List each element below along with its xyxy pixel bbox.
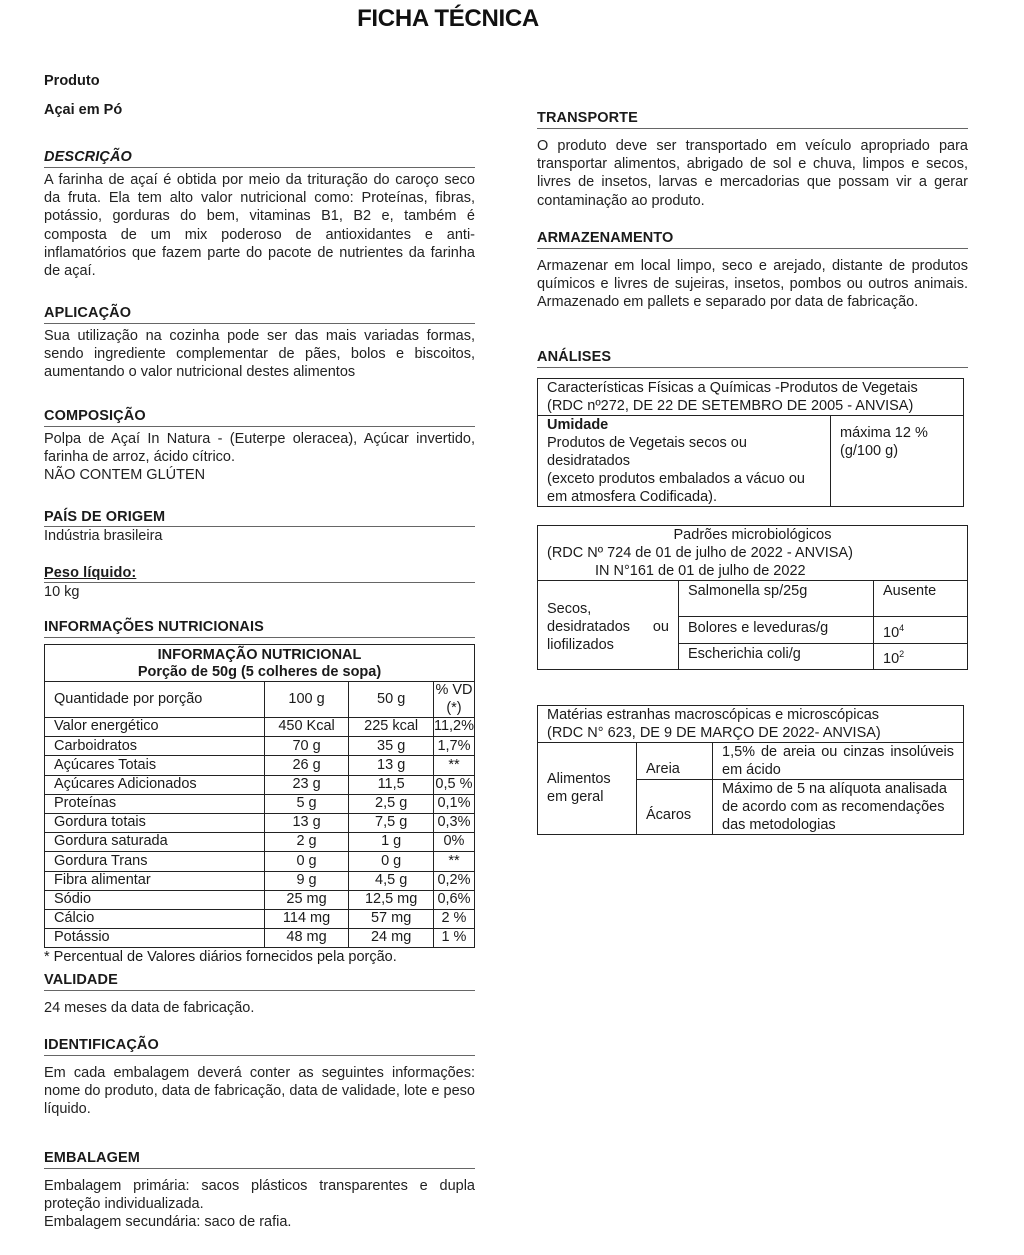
value-50g: 24 mg	[349, 929, 434, 948]
gluten-note: NÃO CONTEM GLÚTEN	[44, 467, 206, 484]
parameter-cell: Bolores e leveduras/g	[679, 617, 874, 644]
value-50g: 35 g	[349, 737, 434, 756]
microbio-table	[537, 525, 968, 670]
parameter-label: Umidade	[547, 417, 609, 433]
table-subtitle-2: IN N°161 de 01 de julho de 2022	[595, 563, 806, 579]
nutrition-footnote: * Percentual de Valores diários fornecidos pela porção.	[44, 949, 397, 966]
value-vd: 11,2%	[433, 718, 474, 737]
limit-value: máxima 12 %	[840, 425, 928, 441]
nutrient-name: Fibra alimentar	[45, 871, 265, 890]
section-peso-liquido	[44, 564, 475, 601]
product-label	[44, 72, 475, 90]
section-heading: APLICAÇÃO	[44, 304, 475, 324]
nutrient-name: Proteínas	[45, 794, 265, 813]
section-text: 24 meses da data de fabricação.	[44, 1000, 255, 1016]
table-row	[45, 775, 475, 794]
value-vd: 0,2%	[433, 871, 474, 890]
table-row	[538, 742, 964, 779]
section-transporte	[537, 109, 968, 210]
table-row	[45, 909, 475, 928]
table-subtitle: Porção de 50g (5 colheres de sopa)	[137, 664, 382, 680]
document-title: FICHA TÉCNICA	[357, 5, 539, 32]
value-vd: **	[433, 852, 474, 871]
nutrition-table-title	[45, 645, 475, 682]
value-100g: 23 g	[264, 775, 349, 794]
section-heading: Peso líquido:	[44, 564, 475, 583]
physchem-table	[537, 378, 964, 507]
limit-cell	[874, 617, 968, 644]
table-row	[538, 416, 964, 507]
value-50g: 1 g	[349, 833, 434, 852]
nutrient-name: Carboidratos	[45, 737, 265, 756]
value-50g: 2,5 g	[349, 794, 434, 813]
table-row	[45, 813, 475, 832]
value-vd: 0,1%	[433, 794, 474, 813]
limit-cell: 1,5% de areia ou cinzas insolúveis em ácido	[713, 742, 964, 779]
section-text: A farinha de açaí é obtida por meio da trituração do caroço seco da fruta. Ela tem alto valor nutricional como: Proteínas, fibras, potássio, gorduras do bem, vitaminas B1, B2 e, também é composta de um mix poderoso de antioxidantes e anti-inflamatórios que fazem parte do pacote de nutrientes da farinha de açaí.	[44, 172, 475, 280]
table-row	[538, 581, 968, 617]
foreign-matter-table	[537, 705, 964, 835]
nutrient-name: Potássio	[45, 929, 265, 948]
limit-cell: Ausente	[874, 581, 968, 617]
table-row	[45, 833, 475, 852]
parameter-cell: Salmonella sp/25g	[679, 581, 874, 617]
value-100g: 48 mg	[264, 929, 349, 948]
table-header-row	[45, 682, 475, 718]
value-100g: 450 Kcal	[264, 718, 349, 737]
section-armazenamento	[537, 229, 968, 312]
table-subtitle: (RDC nº272, DE 22 DE SETEMBRO DE 2005 - ANVISA)	[547, 398, 914, 414]
value-vd: 1 %	[433, 929, 474, 948]
section-descricao	[44, 148, 475, 280]
parameter-desc: Produtos de Vegetais secos ou desidratados	[547, 435, 747, 469]
nutrient-name: Sódio	[45, 890, 265, 909]
product-label-text: Produto	[44, 73, 100, 89]
product-name	[44, 101, 475, 119]
microbio-title	[538, 526, 968, 581]
value-vd: 0%	[433, 833, 474, 852]
table-title: INFORMAÇÃO NUTRICIONAL	[157, 647, 362, 663]
physchem-title	[538, 379, 964, 416]
column-header: % VD (*)	[435, 682, 473, 716]
value-vd: 0,5 %	[433, 775, 474, 794]
value-vd: 2 %	[433, 909, 474, 928]
foreign-matter-title	[538, 705, 964, 742]
nutrient-name: Açúcares Totais	[45, 756, 265, 775]
table-row	[45, 871, 475, 890]
value-50g: 11,5	[349, 775, 434, 794]
value-50g: 13 g	[349, 756, 434, 775]
section-embalagem	[44, 1149, 475, 1232]
section-heading: VALIDADE	[44, 971, 475, 991]
section-text: Polpa de Açaí In Natura - (Euterpe oleracea), Açúcar invertido, farinha de arroz, ácido cítrico.	[44, 431, 475, 466]
section-heading: TRANSPORTE	[537, 109, 968, 129]
parameter-cell: Ácaros	[637, 779, 713, 834]
value-vd: 1,7%	[433, 737, 474, 756]
limit-base: 10	[883, 624, 900, 641]
primary-packaging-text: Embalagem primária: sacos plásticos transparentes e dupla proteção individualizada.	[44, 1178, 475, 1213]
value-100g: 26 g	[264, 756, 349, 775]
table-row	[45, 718, 475, 737]
section-heading: EMBALAGEM	[44, 1149, 475, 1169]
section-text: Em cada embalagem deverá conter as seguintes informações: nome do produto, data de fabricação, data de validade, lote e peso líquido.	[44, 1065, 475, 1118]
section-text: Indústria brasileira	[44, 528, 163, 544]
value-100g: 114 mg	[264, 909, 349, 928]
table-subtitle: (RDC Nº 724 de 01 de julho de 2022 - ANVISA)	[547, 545, 853, 561]
value-vd: 0,3%	[433, 813, 474, 832]
section-composicao	[44, 407, 475, 485]
value-50g: 7,5 g	[349, 813, 434, 832]
section-analises	[537, 348, 968, 835]
table-row	[45, 929, 475, 948]
section-text: Sua utilização na cozinha pode ser das mais variadas formas, sendo ingrediente complementar de pães, bolos e biscoitos, aumentando o valor nutricional destes alimentos	[44, 328, 475, 381]
section-text: Armazenar em local limpo, seco e arejado, distante de produtos químicos e livres de sujeiras, insetos, pombos ou outros animais. Armazenado em pallets e separado por data de fabricação.	[537, 258, 968, 311]
parameter-cell	[538, 416, 831, 507]
section-nutricional	[44, 618, 475, 966]
value-50g: 0 g	[349, 852, 434, 871]
column-header: 100 g	[264, 682, 349, 718]
category-cell: Alimentos em geral	[538, 742, 637, 834]
section-text: 10 kg	[44, 584, 80, 600]
table-row	[45, 737, 475, 756]
value-100g: 25 mg	[264, 890, 349, 909]
column-header: 50 g	[349, 682, 434, 718]
section-heading: ARMAZENAMENTO	[537, 229, 968, 249]
value-50g: 4,5 g	[349, 871, 434, 890]
limit-exponent: 4	[899, 623, 905, 633]
value-100g: 9 g	[264, 871, 349, 890]
section-text: O produto deve ser transportado em veículo apropriado para transportar alimentos, abrigado de sol e chuva, limpos e secos, livres de insetos, larvas e mercadorias que possam vir a gerar contaminação ao produto.	[537, 138, 968, 209]
value-100g: 2 g	[264, 833, 349, 852]
category-cell: Secos, desidratados ou liofilizados	[538, 581, 679, 670]
value-100g: 70 g	[264, 737, 349, 756]
section-heading: ANÁLISES	[537, 348, 968, 368]
table-title: Matérias estranhas macroscópicas e microscópicas	[547, 706, 880, 723]
secondary-packaging-text: Embalagem secundária: saco de rafia.	[44, 1214, 292, 1231]
section-identificacao	[44, 1036, 475, 1119]
section-aplicacao	[44, 304, 475, 382]
section-heading: DESCRIÇÃO	[44, 148, 475, 168]
value-50g: 57 mg	[349, 909, 434, 928]
table-row	[45, 890, 475, 909]
column-header: Quantidade por porção	[45, 682, 265, 718]
nutrient-name: Gordura saturada	[45, 833, 265, 852]
product-name-text: Açai em Pó	[44, 102, 123, 118]
table-subtitle: (RDC N° 623, DE 9 DE MARÇO DE 2022- ANVISA)	[547, 724, 881, 741]
value-100g: 5 g	[264, 794, 349, 813]
section-pais-origem	[44, 508, 475, 545]
nutrient-name: Valor energético	[45, 718, 265, 737]
parameter-cell: Areia	[637, 742, 713, 779]
limit-cell	[874, 643, 968, 669]
value-50g: 12,5 mg	[349, 890, 434, 909]
parameter-cell: Escherichia coli/g	[679, 643, 874, 669]
section-heading: IDENTIFICAÇÃO	[44, 1036, 475, 1056]
value-100g: 13 g	[264, 813, 349, 832]
limit-unit: (g/100 g)	[840, 443, 899, 459]
limit-cell: Máximo de 5 na alíquota analisada de acordo com as recomendações das metodologias	[713, 779, 964, 834]
nutrient-name: Açúcares Adicionados	[45, 775, 265, 794]
nutrient-name: Cálcio	[45, 909, 265, 928]
value-vd: 0,6%	[433, 890, 474, 909]
section-heading: PAÍS DE ORIGEM	[44, 508, 475, 527]
table-row	[45, 852, 475, 871]
table-row	[45, 756, 475, 775]
table-title: Características Físicas a Químicas -Produtos de Vegetais	[547, 380, 918, 396]
parameter-note: (exceto produtos embalados a vácuo ou em atmosfera Codificada).	[547, 471, 805, 505]
nutrition-table	[44, 644, 475, 948]
table-title: Padrões microbiológicos	[673, 527, 832, 543]
limit-exponent: 2	[899, 648, 905, 659]
nutrient-name: Gordura totais	[45, 813, 265, 832]
value-vd: **	[433, 756, 474, 775]
value-50g: 225 kcal	[349, 718, 434, 737]
section-validade	[44, 971, 475, 1017]
section-heading: INFORMAÇÕES NUTRICIONAIS	[44, 618, 475, 638]
table-row	[45, 794, 475, 813]
limit-base: 10	[883, 650, 900, 667]
nutrient-name: Gordura Trans	[45, 852, 265, 871]
section-heading: COMPOSIÇÃO	[44, 407, 475, 427]
limit-cell	[831, 416, 964, 507]
value-100g: 0 g	[264, 852, 349, 871]
